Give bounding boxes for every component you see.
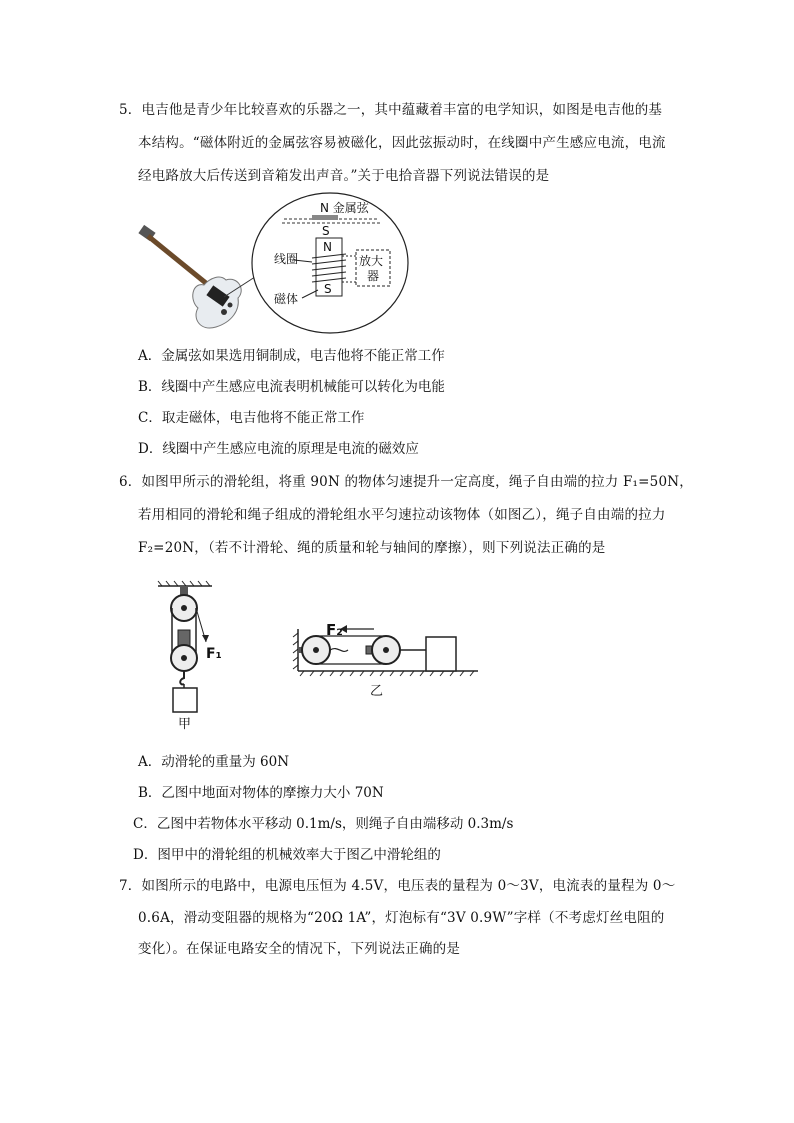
- q6-figure-a: [152, 580, 242, 730]
- label-amp-2: 器: [367, 269, 380, 283]
- q5-line2: 本结构。“磁体附近的金属弦容易被磁化，因此弦振动时，在线圈中产生感应电流，电流: [138, 135, 666, 151]
- q6-option-c: C．乙图中若物体水平移动 0.1m/s，则绳子自由端移动 0.3m/s: [133, 816, 514, 832]
- force-label-f1: F₁: [206, 646, 222, 662]
- label-s-top: S: [322, 224, 330, 238]
- q6-number: 6．: [119, 474, 142, 490]
- force-label-f2: F₂: [326, 621, 343, 639]
- label-s-magnet: S: [324, 282, 332, 296]
- q6-line2: 若用相同的滑轮和绳子组成的滑轮组水平匀速拉动该物体（如图乙），绳子自由端的拉力: [138, 507, 666, 523]
- q5-number: 5．: [119, 102, 142, 118]
- q6-option-a: A．动滑轮的重量为 60N: [138, 754, 290, 770]
- q7-line2: 0.6A，滑动变阻器的规格为“20Ω 1A”，灯泡标有“3V 0.9W”字样（不考虑灯丝电阻的: [138, 910, 665, 926]
- q6-line3: F₂=20N，（若不计滑轮、绳的质量和轮与轴间的摩擦），则下列说法正确的是: [138, 540, 606, 556]
- q5-text-1: 电吉他是青少年比较喜欢的乐器之一，其中蕴藏着丰富的电学知识，如图是电吉他的基: [141, 102, 663, 118]
- guitar-illustration: [138, 225, 241, 328]
- label-n-magnet: N: [323, 240, 332, 254]
- q5-option-a: A．金属弦如果选用铜制成，电吉他将不能正常工作: [138, 348, 445, 364]
- q6-option-b: B．乙图中地面对物体的摩擦力大小 70N: [138, 785, 384, 801]
- label-magnet: 磁体: [274, 292, 299, 306]
- q7-number: 7．: [119, 878, 142, 894]
- q7-text-1: 如图所示的电路中，电源电压恒为 4.5V，电压表的量程为 0～3V，电流表的量程为 0～: [141, 878, 676, 894]
- label-amp-1: 放大: [359, 254, 384, 268]
- q7-line3: 变化）。在保证电路安全的情况下，下列说法正确的是: [138, 941, 461, 957]
- q6-figure-b: [290, 615, 490, 700]
- q6-line1: [119, 470, 693, 490]
- q6-text-1: 如图甲所示的滑轮组，将重 90N 的物体匀速提升一定高度，绳子自由端的拉力 F₁=50N，: [141, 474, 693, 490]
- caption-jia: 甲: [178, 717, 192, 730]
- q6-option-d: D．图甲中的滑轮组的机械效率大于图乙中滑轮组的: [133, 847, 441, 863]
- q5-option-d: D．线圈中产生感应电流的原理是电流的磁效应: [138, 441, 419, 457]
- q5-line1: [119, 98, 662, 118]
- weight-block: [173, 688, 197, 712]
- q5-option-c: C．取走磁体，电吉他将不能正常工作: [138, 410, 365, 426]
- label-n-string: N 金属弦: [320, 201, 369, 215]
- object-block: [426, 637, 456, 671]
- q5-line3: 经电路放大后传送到音箱发出声音。”关于电拾音器下列说法错误的是: [138, 168, 550, 184]
- q5-figure: [134, 190, 414, 335]
- label-coil: 线圈: [274, 252, 299, 266]
- q7-line1: [119, 874, 675, 894]
- caption-yi: 乙: [370, 684, 384, 699]
- q5-option-b: B．线圈中产生感应电流表明机械能可以转化为电能: [138, 379, 445, 395]
